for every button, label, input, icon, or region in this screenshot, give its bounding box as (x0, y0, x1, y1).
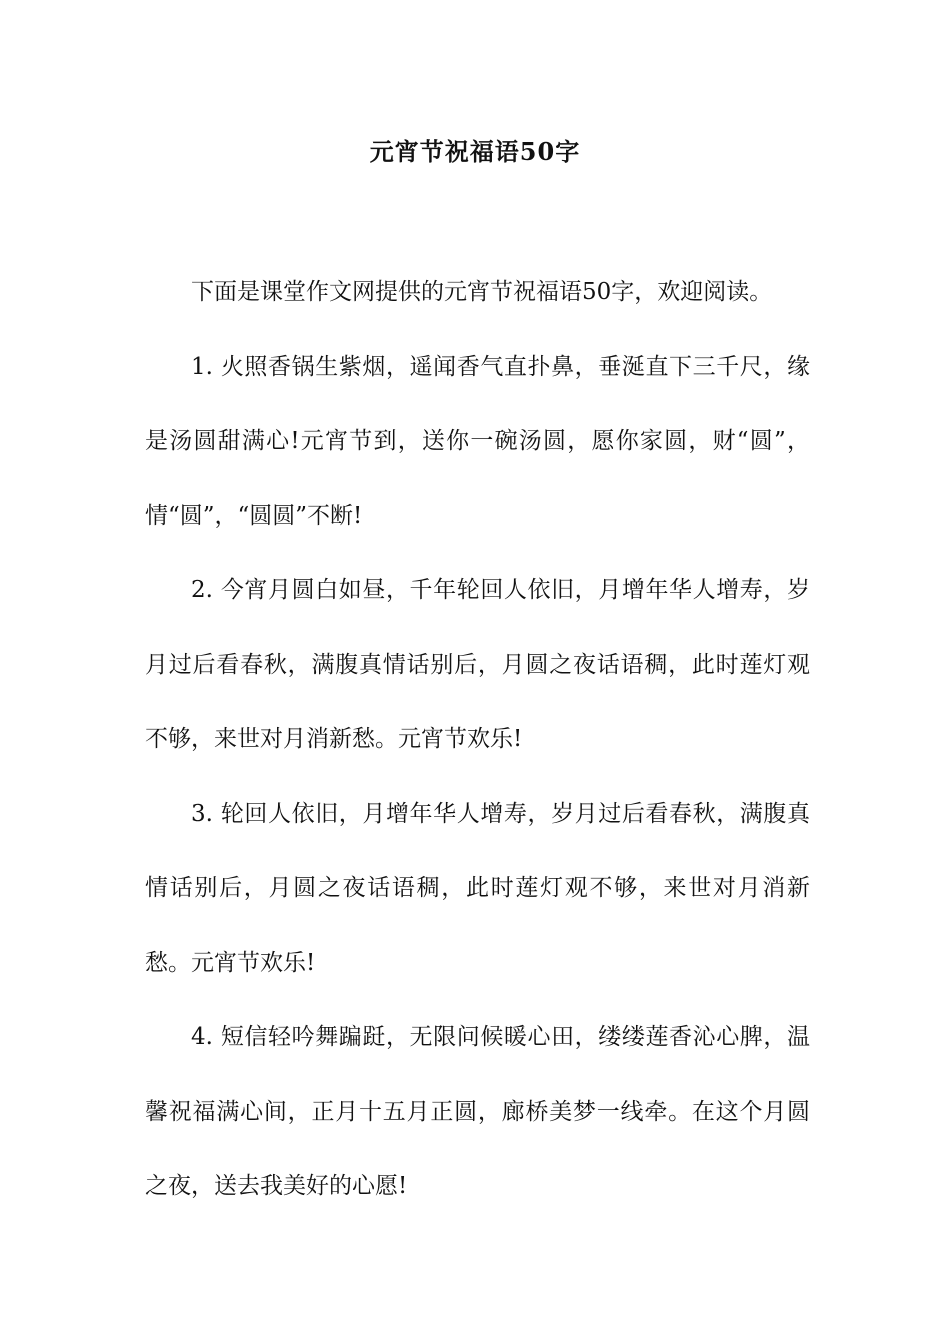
blessing-paragraph-4: 4. 短信轻吟舞蹁跹，无限问候暖心田，缕缕莲香沁心脾，温馨祝福满心间，正月十五月正圆，廊桥美梦一线牵。在这个月圆之夜，送去我美好的心愿! (145, 1024, 810, 1199)
blessing-paragraph-1: 1. 火照香锅生紫烟，遥闻香气直扑鼻，垂涎直下三千尺，缘是汤圆甜满心!元宵节到，送你一碗汤圆，愿你家圆，财“圆”，情“圆”，“圆圆”不断! (145, 353, 810, 529)
intro-paragraph: 下面是课堂作文网提供的元宵节祝福语50字，欢迎阅读。 (191, 279, 773, 305)
blessing-paragraph-2: 2. 今宵月圆白如昼，千年轮回人依旧，月增年华人增寿，岁月过后看春秋，满腹真情话别后，月圆之夜话语稠，此时莲灯观不够，来世对月消新愁。元宵节欢乐! (145, 577, 810, 752)
document-title: 元宵节祝福语50字 (369, 137, 581, 166)
document-body (145, 255, 810, 1224)
blessing-paragraph-3: 3. 轮回人依旧，月增年华人增寿，岁月过后看春秋，满腹真情话别后，月圆之夜话语稠，此时莲灯观不够，来世对月消新愁。元宵节欢乐! (145, 800, 810, 976)
